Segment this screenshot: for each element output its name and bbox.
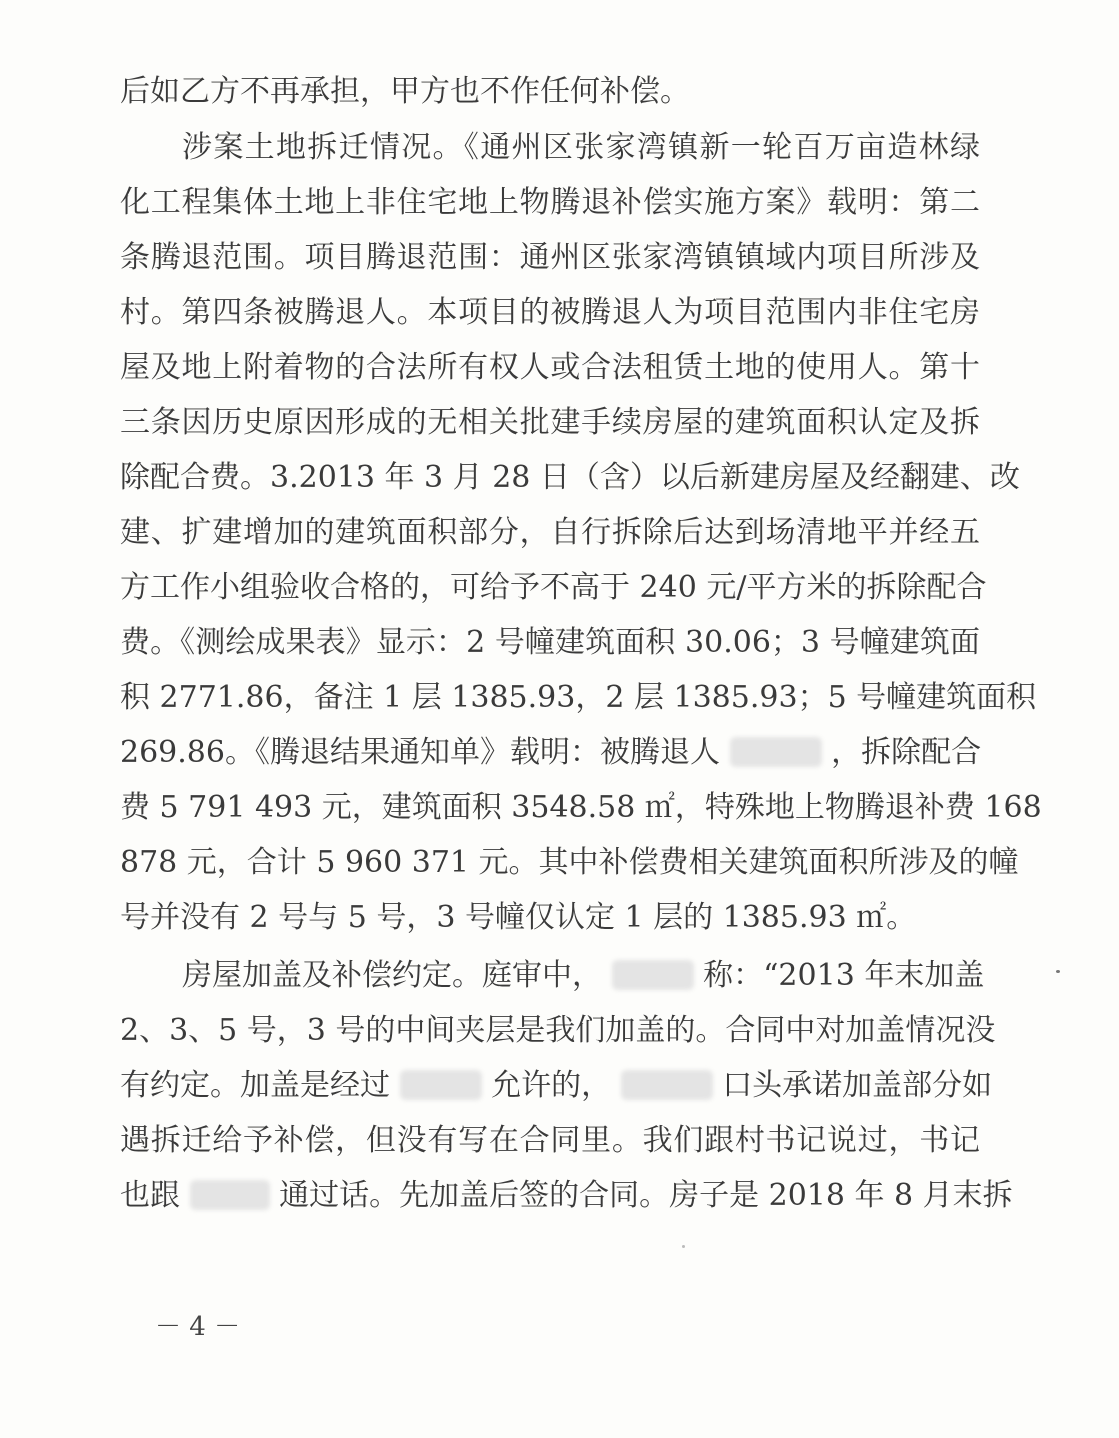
text-line bbox=[120, 1066, 993, 1106]
text-line: 积 2771.86，备注 1 层 1385.93，2 层 1385.93；5 号幢建筑面积 bbox=[120, 680, 1037, 715]
text-fragment: 称：“2013 年末加盖 bbox=[703, 958, 985, 993]
redaction-block bbox=[730, 737, 822, 767]
text-fragment: 房屋加盖及补偿约定。庭审中， bbox=[182, 958, 602, 993]
text-fragment: 269.86。《腾退结果通知单》载明：被腾退人 bbox=[120, 735, 720, 770]
text-line: 涉案土地拆迁情况。《通州区张家湾镇新一轮百万亩造林绿 bbox=[182, 130, 980, 165]
text-line: 屋及地上附着物的合法所有权人或合法租赁土地的使用人。第十 bbox=[120, 350, 980, 385]
text-line: 费。《测绘成果表》显示：2 号幢建筑面积 30.06；3 号幢建筑面 bbox=[120, 625, 980, 660]
text-line: 2、3、5 号，3 号的中间夹层是我们加盖的。合同中对加盖情况没 bbox=[120, 1013, 996, 1048]
text-line: 除配合费。3.2013 年 3 月 28 日（含）以后新建房屋及经翻建、改 bbox=[120, 460, 1020, 495]
text-fragment: 允许的， bbox=[491, 1068, 612, 1103]
redaction-block bbox=[190, 1180, 270, 1210]
text-line: 条腾退范围。项目腾退范围：通州区张家湾镇镇域内项目所涉及 bbox=[120, 240, 980, 275]
text-line: 村。第四条被腾退人。本项目的被腾退人为项目范围内非住宅房 bbox=[120, 295, 980, 330]
text-line: 三条因历史原因形成的无相关批建手续房屋的建筑面积认定及拆 bbox=[120, 405, 980, 440]
text-fragment: ，拆除配合 bbox=[831, 735, 982, 770]
text-line: 878 元，合计 5 960 371 元。其中补偿费相关建筑面积所涉及的幢 bbox=[120, 845, 1019, 880]
text-line: 建、扩建增加的建筑面积部分，自行拆除后达到场清地平并经五 bbox=[120, 515, 980, 550]
scan-speck bbox=[682, 1245, 685, 1248]
text-line: 后如乙方不再承担，甲方也不作任何补偿。 bbox=[120, 74, 690, 109]
text-line bbox=[182, 956, 985, 996]
redaction-block bbox=[621, 1070, 713, 1100]
text-fragment: 通过话。先加盖后签的合同。房子是 2018 年 8 月末拆 bbox=[279, 1178, 1013, 1213]
text-line: 化工程集体土地上非住宅地上物腾退补偿实施方案》载明：第二 bbox=[120, 185, 980, 220]
text-line bbox=[120, 1176, 1013, 1216]
scan-speck bbox=[1056, 970, 1060, 973]
text-line: 方工作小组验收合格的，可给予不高于 240 元/平方米的拆除配合 bbox=[120, 570, 987, 605]
page-number: － 4 － bbox=[155, 1312, 241, 1342]
text-line: 费 5 791 493 元，建筑面积 3548.58 ㎡，特殊地上物腾退补费 168 bbox=[120, 790, 1042, 825]
text-line: 遇拆迁给予补偿，但没有写在合同里。我们跟村书记说过，书记 bbox=[120, 1123, 980, 1158]
redaction-block bbox=[400, 1070, 482, 1100]
text-fragment: 也跟 bbox=[120, 1178, 180, 1213]
text-fragment: 有约定。加盖是经过 bbox=[120, 1068, 390, 1103]
redaction-block bbox=[612, 960, 694, 990]
text-line bbox=[120, 733, 980, 773]
text-line: 号并没有 2 号与 5 号，3 号幢仅认定 1 层的 1385.93 ㎡。 bbox=[120, 900, 917, 935]
text-fragment: 口头承诺加盖部分如 bbox=[722, 1068, 993, 1103]
